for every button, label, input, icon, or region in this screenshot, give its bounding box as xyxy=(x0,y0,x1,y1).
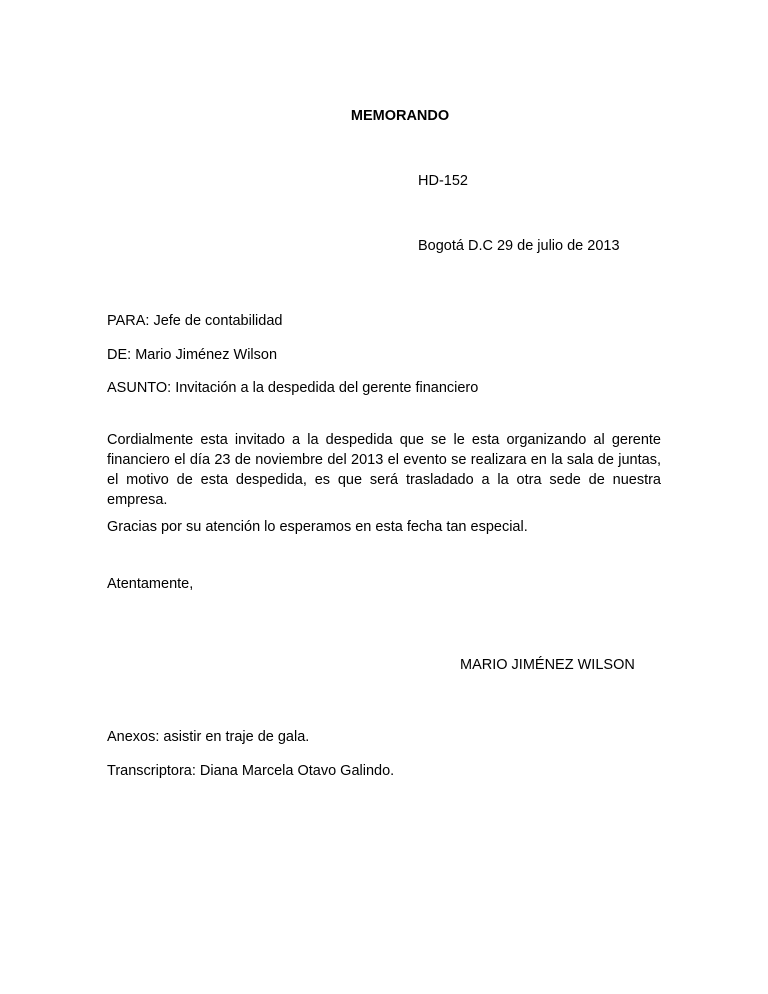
place-date: Bogotá D.C 29 de julio de 2013 xyxy=(418,238,620,254)
sender-line: DE: Mario Jiménez Wilson xyxy=(107,347,278,363)
memo-title: MEMORANDO xyxy=(350,108,450,124)
thanks-line: Gracias por su atención lo esperamos en esta fecha tan especial. xyxy=(107,519,528,535)
transcriber-line: Transcriptora: Diana Marcela Otavo Galindo. xyxy=(107,763,395,779)
memo-code: HD-152 xyxy=(418,173,468,189)
attachments-line: Anexos: asistir en traje de gala. xyxy=(107,729,310,745)
recipient-line: PARA: Jefe de contabilidad xyxy=(107,313,283,329)
subject-line: ASUNTO: Invitación a la despedida del gerente financiero xyxy=(107,380,479,396)
memo-body: Cordialmente esta invitado a la despedida que se le esta organizando al gerente financiero el día 23 de noviembre del 2013 el evento se realizara en la sala de juntas, el motivo de esta despedida, es que será trasladado a la otra sede de nuestra empresa. xyxy=(107,432,661,508)
closing-line: Atentamente, xyxy=(107,576,194,592)
signature-name: MARIO JIMÉNEZ WILSON xyxy=(460,657,635,673)
